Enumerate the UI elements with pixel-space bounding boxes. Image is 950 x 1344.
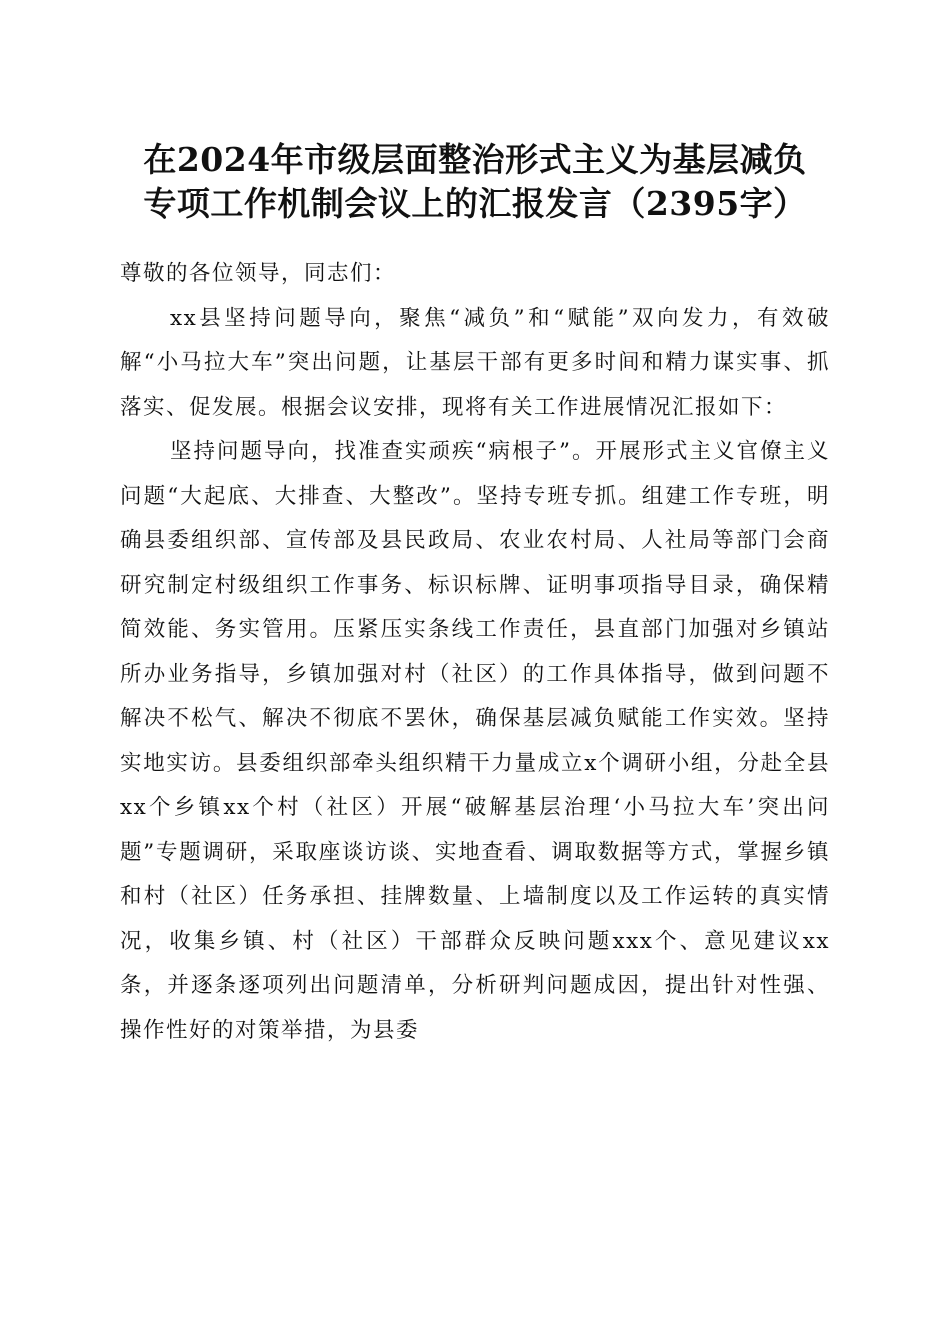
title-line-2: 专项工作机制会议上的汇报发言（2395字） (143, 184, 807, 223)
document-body (120, 252, 830, 1053)
title-line-1: 在2024年市级层面整治形式主义为基层减负 (143, 140, 807, 179)
salutation: 尊敬的各位领导，同志们： (120, 261, 397, 286)
paragraph-problem-orientation: 坚持问题导向，找准查实顽疾“病根子”。开展形式主义官僚主义问题“大起底、大排查、大整改”。坚持专班专抓。组建工作专班，明确县委组织部、宣传部及县民政局、农业农村局、人社局等部门会商研究制定村级组织工作事务、标识标牌、证明事项指导目录，确保精简效能、务实管用。压紧压实条线工作责任，县直部门加强对乡镇站所办业务指导，乡镇加强对村（社区）的工作具体指导，做到问题不解决不松气、解决不彻底不罢休，确保基层减负赋能工作实效。坚持实地实访。县委组织部牵头组织精干力量成立x个调研小组，分赴全县xx个乡镇xx个村（社区）开展“破解基层治理‘小马拉大车’突出问题”专题调研，采取座谈访谈、实地查看、调取数据等方式，掌握乡镇和村（社区）任务承担、挂牌数量、上墙制度以及工作运转的真实情况，收集乡镇、村（社区）干部群众反映问题xxx个、意见建议xx条，并逐条逐项列出问题清单，分析研判问题成因，提出针对性强、操作性好的对策举措，为县委 (120, 439, 830, 1043)
document-title (110, 138, 840, 226)
paragraph-intro: xx县坚持问题导向，聚焦“减负”和“赋能”双向发力，有效破解“小马拉大车”突出问题，让基层干部有更多时间和精力谋实事、抓落实、促发展。根据会议安排，现将有关工作进展情况汇报如下： (120, 305, 830, 420)
